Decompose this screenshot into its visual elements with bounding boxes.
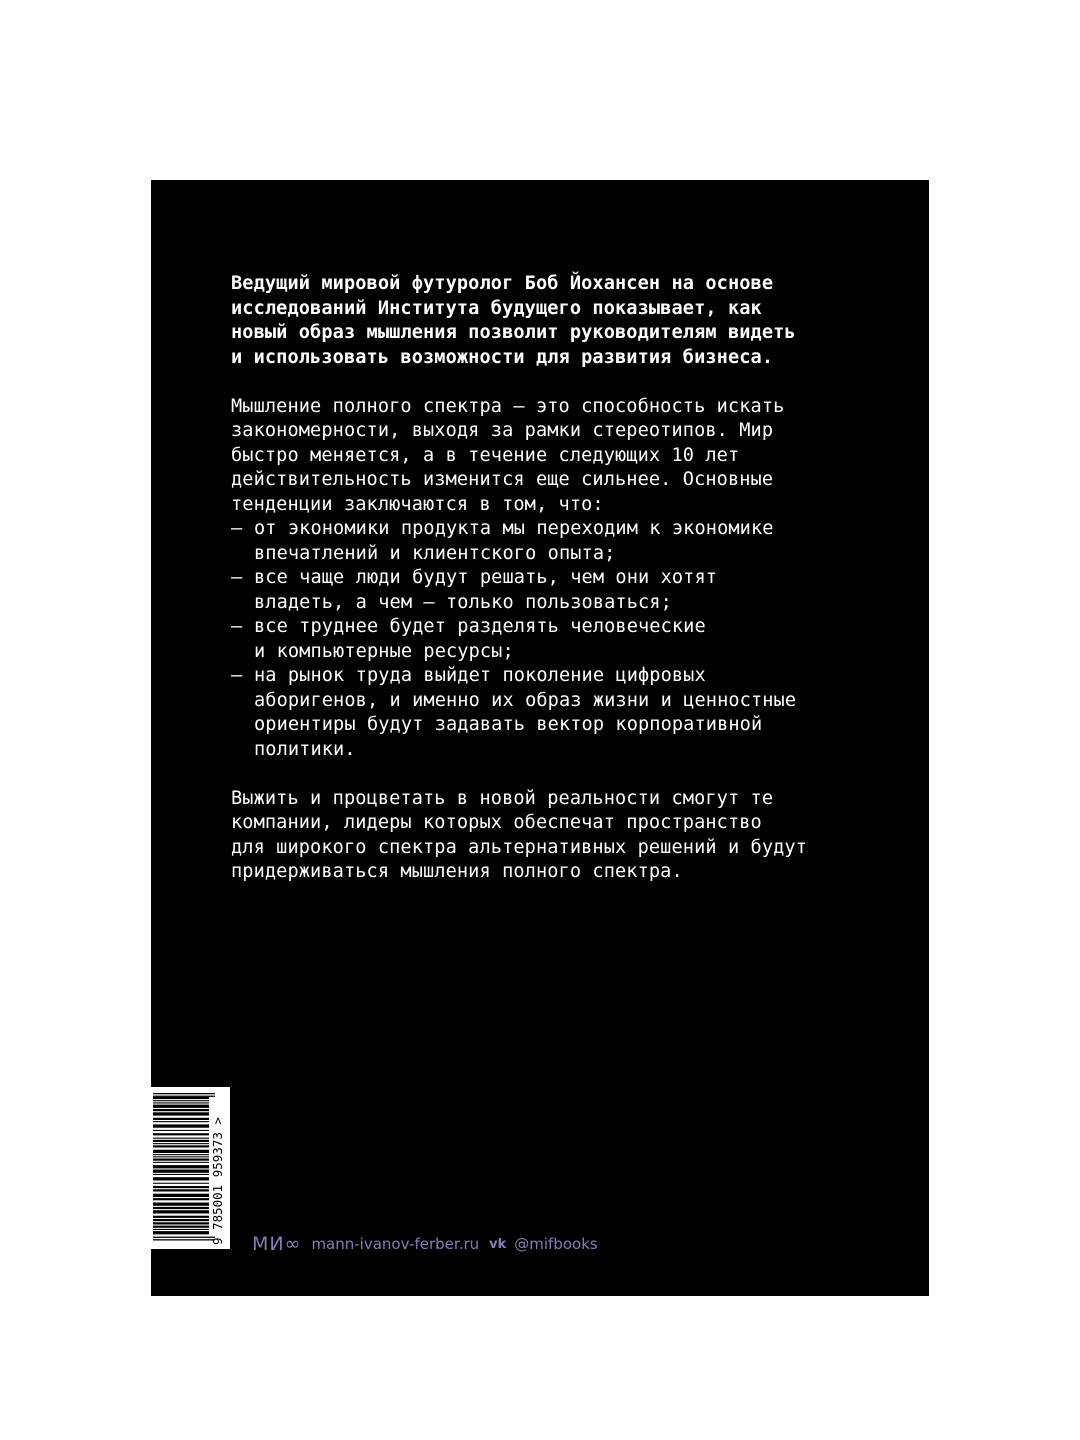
list-line: владеть, а чем — только пользоваться; xyxy=(254,591,672,613)
barcode-bar xyxy=(153,1183,209,1184)
list-dash: — xyxy=(231,665,243,686)
barcode-bar xyxy=(153,1186,209,1188)
body-line: закономерности, выходя за рамки стереотипов. Мир xyxy=(231,420,774,441)
barcode-bar xyxy=(153,1124,209,1127)
intro-line: и использовать возможности для развития бизнеса. xyxy=(231,346,774,368)
body-line: Мышление полного спектра — это способность искать xyxy=(231,395,785,417)
social-handle-link[interactable]: @mifbooks xyxy=(514,1235,598,1253)
list-line: на рынок труда выйдет поколение цифровых xyxy=(254,665,706,686)
cover-text xyxy=(231,272,871,885)
barcode-bar xyxy=(153,1150,209,1153)
body-line: быстро меняется, а в течение следующих 10 лет xyxy=(231,444,740,466)
closing-line: придерживаться мышления полного спектра. xyxy=(231,861,683,882)
list-line: все труднее будет разделять человеческие xyxy=(254,616,706,637)
barcode-bar xyxy=(153,1203,209,1206)
list-line: аборигенов, и именно их образ жизни и ценностные xyxy=(254,689,797,711)
body-paragraph xyxy=(231,395,871,518)
closing-line: для широкого спектра альтернативных решений и будут xyxy=(231,836,808,858)
list-line: и компьютерные ресурсы; xyxy=(254,640,514,662)
barcode-bar xyxy=(153,1121,209,1122)
list-dash: — xyxy=(231,567,243,588)
barcode-bar xyxy=(153,1093,215,1094)
barcode-bar xyxy=(153,1100,209,1101)
list-line: политики. xyxy=(254,738,356,760)
vk-icon: vk xyxy=(489,1236,507,1252)
list-dash: — xyxy=(231,616,243,637)
barcode-bar xyxy=(153,1174,209,1175)
barcode-bar xyxy=(153,1143,209,1144)
barcode-bar xyxy=(153,1109,209,1111)
intro-line: новый образ мышления позволит руководителям видеть xyxy=(231,322,796,343)
closing-paragraph xyxy=(231,787,871,885)
barcode-bar xyxy=(153,1239,215,1240)
barcode-bar xyxy=(153,1229,209,1230)
book-back-cover xyxy=(151,180,929,1296)
barcode-bar xyxy=(153,1096,215,1097)
barcode-bar xyxy=(153,1118,209,1120)
trend-list-item xyxy=(231,615,871,664)
barcode-bar xyxy=(153,1237,215,1238)
intro-line: исследований Института будущего показывает, как xyxy=(231,297,762,319)
intro-paragraph xyxy=(231,272,871,370)
barcode-graphic xyxy=(151,1087,230,1249)
barcode-bar xyxy=(153,1112,209,1115)
publisher-footer xyxy=(252,1233,598,1255)
trend-list-item xyxy=(231,517,871,566)
barcode-bar xyxy=(153,1097,209,1099)
barcode-bar xyxy=(153,1231,209,1234)
barcode-bar xyxy=(153,1159,209,1161)
trend-list xyxy=(231,517,871,762)
list-dash: — xyxy=(231,518,243,539)
barcode-bar xyxy=(153,1130,209,1131)
barcode-bar xyxy=(153,1194,209,1197)
barcode-bar xyxy=(153,1189,209,1191)
publisher-website-link[interactable]: mann-ivanov-ferber.ru xyxy=(311,1235,480,1253)
list-line: ориентиры будут задавать вектор корпоративной xyxy=(254,714,763,735)
intro-line: Ведущий мировой футуролог Боб Йохансен на основе xyxy=(231,273,774,294)
barcode-bar xyxy=(153,1154,209,1155)
barcode-bar xyxy=(153,1138,209,1139)
barcode-bar xyxy=(153,1177,209,1180)
barcode-bar xyxy=(153,1210,209,1213)
list-line: впечатлений и клиентского опыта; xyxy=(254,542,616,564)
publisher-logo: МИ∞ xyxy=(252,1233,302,1255)
barcode-number: 9 785001 959373 > xyxy=(210,1117,225,1245)
trend-list-item xyxy=(231,566,871,615)
barcode-bar xyxy=(153,1133,209,1135)
barcode-bar xyxy=(153,1226,209,1228)
trend-list-item xyxy=(231,664,871,762)
barcode-bar xyxy=(153,1219,209,1221)
barcode-bar xyxy=(153,1216,209,1218)
barcode-bar xyxy=(153,1222,209,1224)
closing-line: Выжить и процветать в новой реальности смогут те xyxy=(231,787,774,809)
barcode-bar xyxy=(153,1162,209,1163)
barcode-bar xyxy=(153,1140,209,1142)
closing-line: компании, лидеры которых обеспечат пространство xyxy=(231,812,762,833)
list-line: от экономики продукта мы переходим к экономике xyxy=(254,518,774,539)
barcode-bar xyxy=(153,1156,209,1157)
isbn-barcode xyxy=(151,1087,230,1249)
barcode-bar xyxy=(153,1145,209,1147)
barcode-bar xyxy=(153,1198,209,1200)
barcode-bar xyxy=(153,1105,209,1108)
barcode-bar xyxy=(153,1207,209,1209)
barcode-bar xyxy=(153,1170,209,1173)
barcode-bar xyxy=(153,1102,209,1103)
barcode-bar xyxy=(153,1165,209,1168)
body-line: действительность изменится еще сильнее. Основные xyxy=(231,469,774,490)
body-line: тенденции заключаются в том, что: xyxy=(231,493,604,515)
list-line: все чаще люди будут решать, чем они хотят xyxy=(254,567,718,588)
